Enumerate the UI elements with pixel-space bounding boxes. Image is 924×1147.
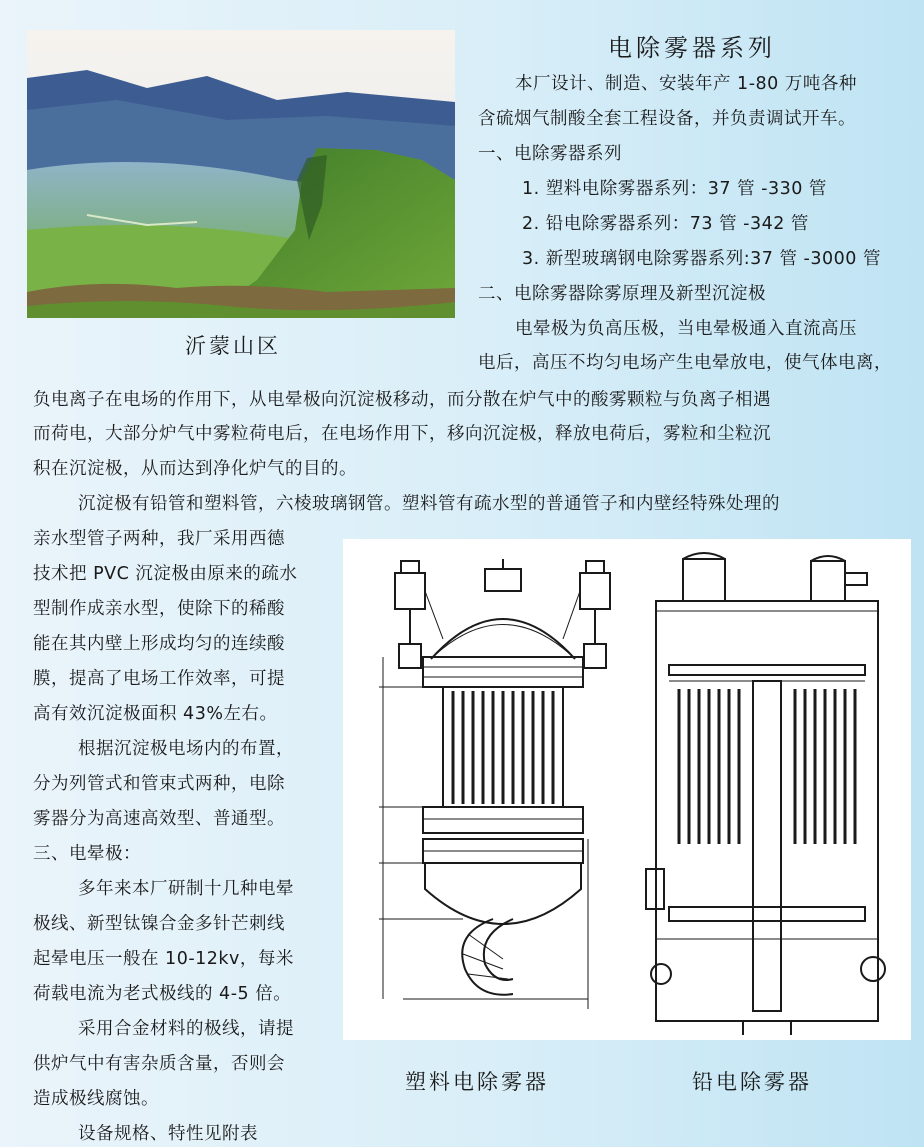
section2-heading: 二、电除雾器除雾原理及新型沉淀极 [478, 284, 766, 304]
plastic-mist-eliminator-drawing [379, 559, 610, 1009]
section1-item-2: 2. 铅电除雾器系列：73 管 -342 管 [522, 214, 809, 234]
intro-line-1: 本厂设计、制造、安装年产 1-80 万吨各种 [515, 74, 857, 94]
section2-p2-line: 膜，提高了电场工作效率，可提 [33, 669, 285, 689]
lead-mist-eliminator-drawing [646, 553, 885, 1035]
section3-p1-line: 起晕电压一般在 10-12kv，每米 [33, 949, 294, 969]
plastic-eliminator-label: 塑料电除雾器 [405, 1070, 549, 1094]
section3-p2-line: 造成极线腐蚀。 [33, 1089, 159, 1109]
section1-item-3: 3. 新型玻璃钢电除雾器系列:37 管 -3000 管 [522, 249, 881, 269]
section2-p1-line: 积在沉淀极，从而达到净化炉气的目的。 [33, 459, 357, 479]
section3-p1-line: 多年来本厂研制十几种电晕 [78, 879, 294, 899]
section2-p1-line: 电后，高压不均匀电场产生电晕放电，使气体电离， [478, 353, 892, 373]
section3-heading: 三、电晕极： [33, 844, 141, 864]
section2-p2-line: 高有效沉淀极面积 43%左右。 [33, 704, 278, 724]
section2-p2-line: 沉淀极有铅管和塑料管，六棱玻璃钢管。塑料管有疏水型的普通管子和内壁经特殊处理的 [78, 494, 780, 514]
intro-line-2: 含硫烟气制酸全套工程设备，并负责调试开车。 [478, 109, 856, 129]
section2-p1-line: 电晕极为负高压极，当电晕极通入直流高压 [515, 319, 857, 339]
section2-p2-line: 亲水型管子两种，我厂采用西德 [33, 529, 285, 549]
section3-p1-line: 极线、新型钛镍合金多针芒刺线 [33, 914, 285, 934]
section2-p2-line: 型制作成亲水型，使除下的稀酸 [33, 599, 285, 619]
photo-caption: 沂蒙山区 [185, 334, 281, 358]
section1-heading: 一、电除雾器系列 [478, 144, 622, 164]
section3-p1-line: 荷载电流为老式极线的 4-5 倍。 [33, 984, 292, 1004]
landscape-photo [27, 30, 455, 318]
page-title: 电除雾器系列 [608, 34, 776, 62]
section2-p3-line: 根据沉淀极电场内的布置， [78, 739, 294, 759]
equipment-drawings-panel [343, 539, 911, 1040]
lead-eliminator-label: 铅电除雾器 [692, 1070, 812, 1094]
section2-p1-line: 负电离子在电场的作用下，从电晕极向沉淀极移动，而分散在炉气中的酸雾颗粒与负离子相遇 [33, 390, 771, 410]
section2-p3-line: 雾器分为高速高效型、普通型。 [33, 809, 285, 829]
section3-p2-line: 采用合金材料的极线，请提 [78, 1019, 294, 1039]
section3-p2-line: 供炉气中有害杂质含量，否则会 [33, 1054, 285, 1074]
section2-p3-line: 分为列管式和管束式两种，电除 [33, 774, 285, 794]
mountain-landscape-image [27, 30, 455, 318]
section1-item-1: 1. 塑料电除雾器系列：37 管 -330 管 [522, 179, 827, 199]
footer-note: 设备规格、特性见附表 [78, 1124, 258, 1144]
section2-p2-line: 技术把 PVC 沉淀极由原来的疏水 [33, 564, 298, 584]
section2-p1-line: 而荷电，大部分炉气中雾粒荷电后，在电场作用下，移向沉淀极，释放电荷后，雾粒和尘粒沉 [33, 424, 771, 444]
section2-p2-line: 能在其内壁上形成均匀的连续酸 [33, 634, 285, 654]
